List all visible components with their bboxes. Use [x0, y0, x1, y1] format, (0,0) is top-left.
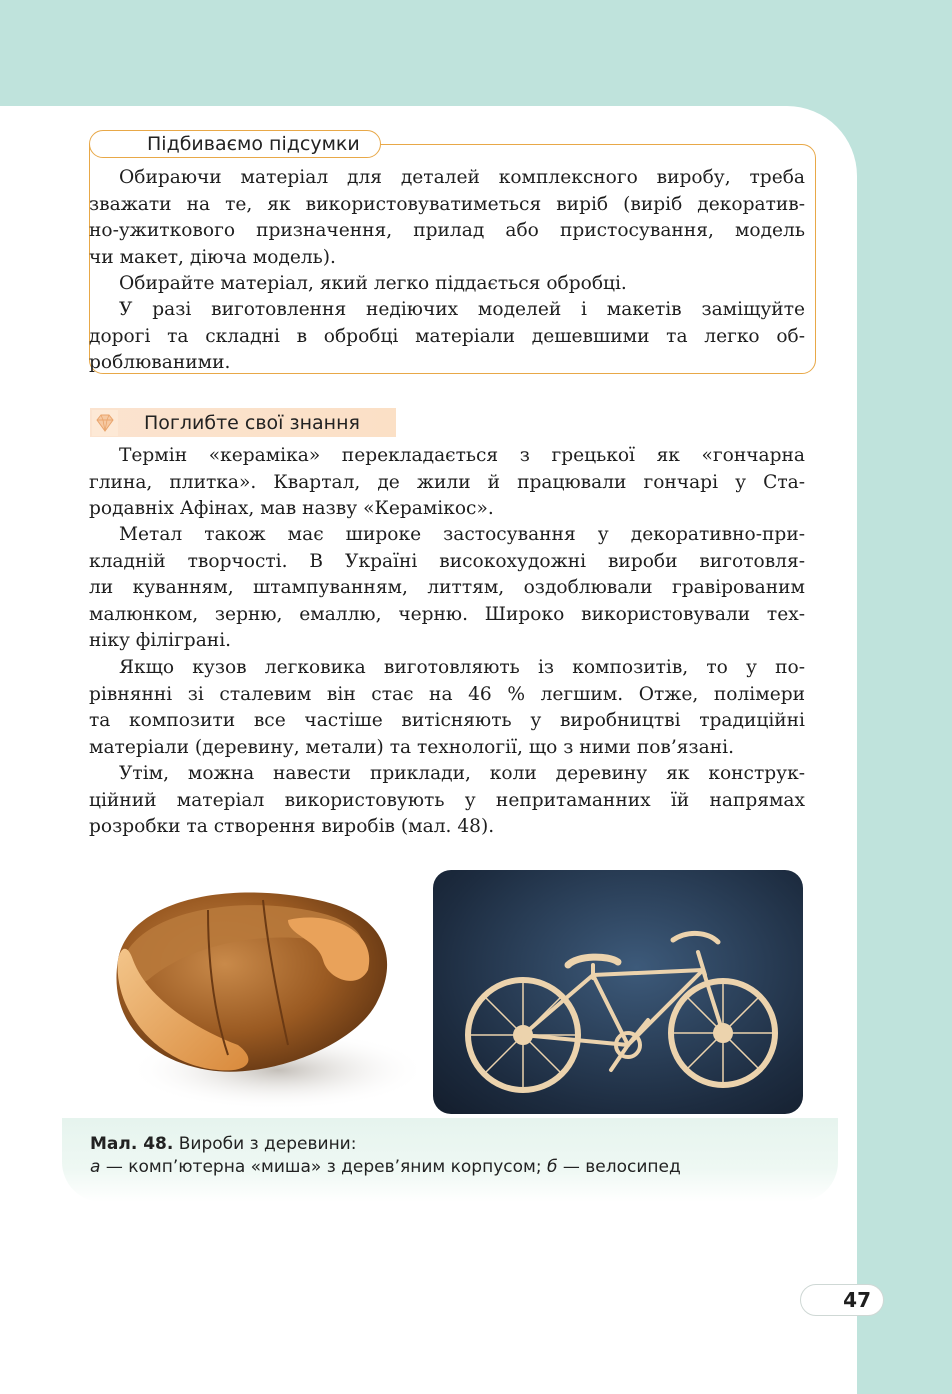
figure-label: Мал. 48. [90, 1134, 174, 1154]
deeper-title: Поглибте свої знання [144, 412, 360, 434]
figure-b-text: — велосипед [557, 1157, 681, 1177]
wooden-mouse-image [88, 870, 416, 1116]
figure-b-letter: б [546, 1157, 558, 1177]
diamond-icon [92, 410, 118, 436]
wooden-bicycle-image [433, 870, 803, 1114]
wooden-mouse-photo [88, 870, 416, 1116]
figure-a-text: — комп’ютерна «миша» з дерев’яним корпусом; [100, 1157, 547, 1177]
wooden-bicycle-photo [433, 870, 803, 1114]
deeper-paragraph-3: Якщо кузов легковика виготовляють із композитів, то у по- рівнянні зі сталевим він стає на 46 % легшим. Отже, полімери та композити все частіше витісняють у виробництві традиційні матеріали (деревину, метали) та технології, що з ними пов’язані. [89, 657, 805, 758]
figure-caption-title [90, 1134, 356, 1154]
page-number: 47 [800, 1284, 884, 1316]
deeper-paragraph-2: Метал також має широке застосування у декоративно-при- кладній творчості. В Україні високохудожні вироби виготовля- ли куванням, штампуванням, литтям, оздоблювали гравірованим малюнком, зерню, емаллю, черню. Широко використовували тех- ніку філіграні. [89, 524, 805, 651]
deeper-paragraph-1: Термін «кераміка» перекладається з грецької як «гончарна глина, плитка». Квартал, де жили й працювали гончарі у Ста- родавніх Афінах, мав назву «Керамікос». [89, 445, 805, 519]
summary-paragraph-3: У разі виготовлення недіючих моделей і макетів заміщуйте дорогі та складні в обробці матеріали дешевшими та легко об- роблюваними. [89, 299, 805, 373]
summary-title: Підбиваємо підсумки [147, 133, 360, 155]
figure-a-letter: а [90, 1157, 101, 1177]
summary-paragraph-2: Обирайте матеріал, який легко піддається обробці. [119, 273, 627, 294]
deeper-paragraph-4: Утім, можна навести приклади, коли деревину як конструк- ційний матеріал використовують у непритаманних їй напрямах розробки та створення виробів (мал. 48). [89, 763, 805, 837]
figure-caption-details [90, 1157, 681, 1177]
figure-title: Вироби з деревини: [178, 1134, 357, 1154]
summary-paragraph-1: Обираючи матеріал для деталей комплексного виробу, треба зважати на те, як використовуватиметься виріб (виріб декоратив- но-ужиткового призначення, прилад або пристосування, модель чи макет, діюча модель). [89, 167, 805, 268]
